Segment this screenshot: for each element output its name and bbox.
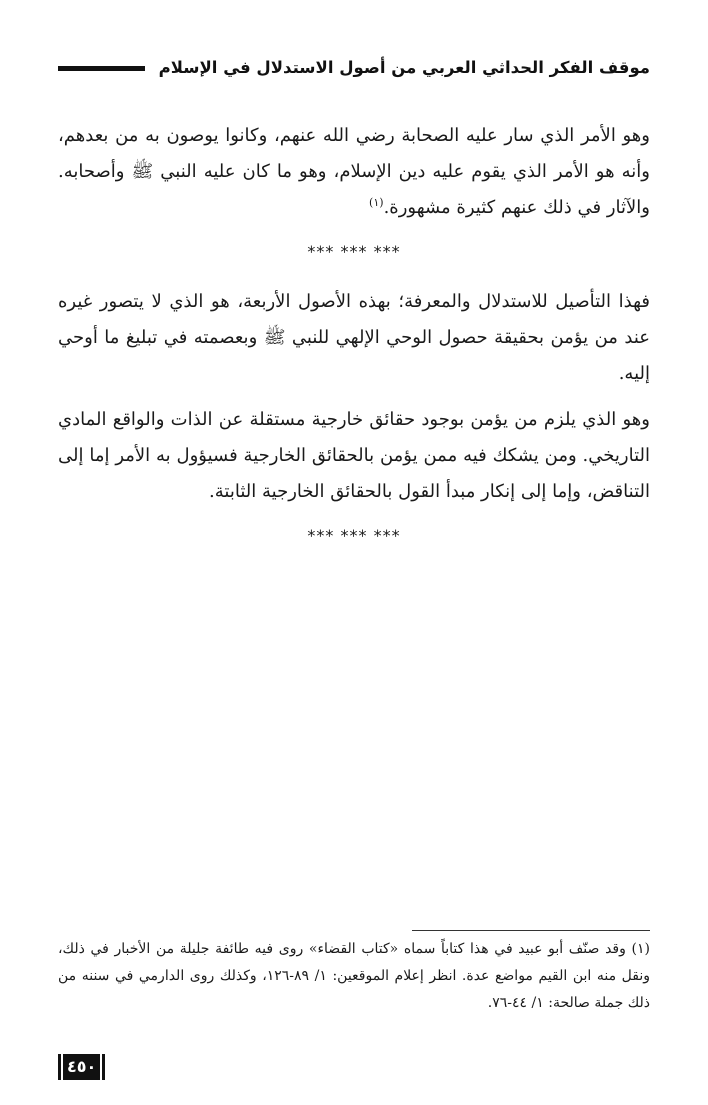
- paragraph-2-line-1: فهذا التأصيل للاستدلال والمعرفة؛ بهذه الأصول الأربعة، هو الذي لا يتصور غيره: [58, 291, 650, 312]
- header-title: موقف الفكر الحداثي العربي من أصول الاستدلال في الإسلام: [158, 57, 650, 77]
- paragraph-1-line-1: وهو الأمر الذي سار عليه الصحابة رضي الله عنهم، وكانوا يوصون به من بعدهم،: [58, 125, 650, 146]
- footnote-rule: [412, 930, 650, 931]
- footnote-line-3: من ذلك جملة صالحة: ١/ ٤٤-٧٦.: [58, 968, 650, 1011]
- paragraph-1-line-2: وأنه هو الأمر الذي يقوم عليه دين الإسلام، وهو ما كان عليه النبي ﷺ وأصحابه. والآثار: [58, 161, 650, 218]
- paragraph-1: [58, 118, 650, 226]
- paragraph-3-line-3: وإما إلى إنكار مبدأ القول بالحقائق الخارجية الثابتة.: [209, 481, 581, 502]
- paragraph-1-line-3: في ذلك عنهم كثيرة مشهورة.: [383, 197, 602, 218]
- paragraph-2: [58, 284, 650, 392]
- footnote-line-1: (١) وقد صنّف أبو عبيد في هذا كتاباً سماه «كتاب القضاء» روى فيه طائفة جليلة من الأخبار في ذلك،: [58, 941, 650, 957]
- paragraph-3-line-1: وهو الذي يلزم من يؤمن بوجود حقائق خارجية مستقلة عن الذات والواقع المادي: [58, 409, 650, 430]
- footnote-line-2: ونقل منه ابن القيم مواضع عدة. انظر إعلام الموقعين: ١/ ٨٩-١٢٦، وكذلك روى الدارمي في سننه: [81, 968, 650, 984]
- running-header: [58, 52, 650, 82]
- header-rule: [58, 66, 145, 71]
- paragraph-2-line-2: عند من يؤمن بحقيقة حصول الوحي الإلهي للنبي ﷺ وبعصمته في تبليغ ما أوحي إليه.: [58, 327, 650, 384]
- paragraph-3-line-2: التاريخي. ومن يشكك فيه ممن يؤمن بالحقائق الخارجية فسيؤول به الأمر إما إلى التناقض،: [58, 445, 650, 502]
- footnote-reference[interactable]: (١): [369, 196, 384, 209]
- section-separator-2: *** *** ***: [307, 526, 401, 545]
- body-text: [58, 118, 650, 568]
- footnote: [58, 936, 650, 1017]
- page-number: ٤٥٠: [58, 1054, 105, 1080]
- paragraph-3: [58, 402, 650, 510]
- section-separator-1: *** *** ***: [307, 242, 401, 261]
